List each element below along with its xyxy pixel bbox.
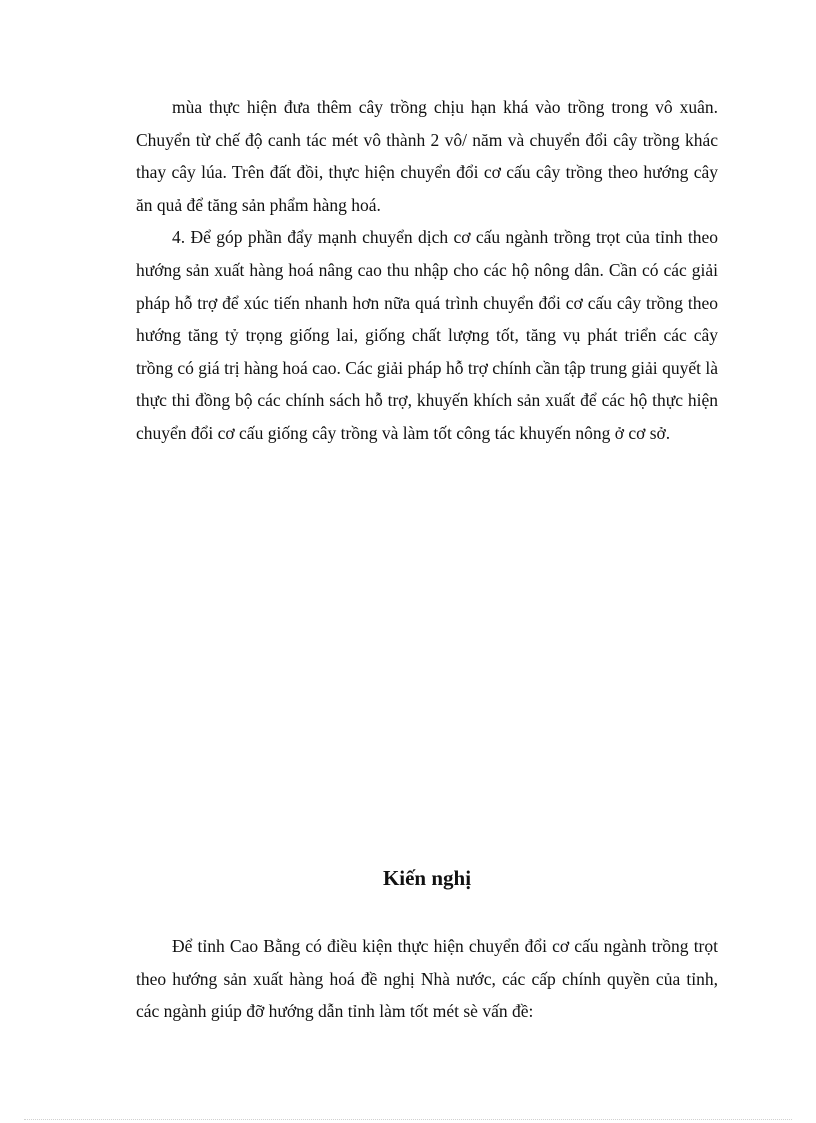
body-text-top: [136, 91, 718, 450]
continuation-paragraph: mùa thực hiện đưa thêm cây trồng chịu hạn khá vào trồng trong vô xuân. Chuyển từ chế độ canh tác mét vô thành 2 vô/ năm và chuyển đổi cây trồng khác thay cây lúa. Trên đất đồi, thực hiện chuyển đổi cơ cấu cây trồng theo hướng cây ăn quả để tăng sản phẩm hàng hoá.: [136, 97, 718, 215]
point-4-paragraph: 4. Để góp phần đẩy mạnh chuyển dịch cơ cấu ngành trồng trọt của tỉnh theo hướng sản xuất hàng hoá nâng cao thu nhập cho các hộ nông dân. Cần có các giải pháp hỗ trợ để xúc tiến nhanh hơn nữa quá trình chuyển đổi cơ cấu cây trồng theo hướng tăng tỷ trọng giống lai, giống chất lượng tốt, tăng vụ phát triển các cây trồng có giá trị hàng hoá cao. Các giải pháp hỗ trợ chính cần tập trung giải quyết là thực thi đồng bộ các chính sách hỗ trợ, khuyến khích sản xuất để các hộ thực hiện chuyển đổi cơ cấu giống cây trồng và làm tốt công tác khuyến nông ở cơ sở.: [136, 227, 718, 443]
section-heading: Kiến nghị: [382, 866, 472, 890]
body-text-bottom: [136, 930, 718, 1028]
recommendation-intro-paragraph: Để tỉnh Cao Bằng có điều kiện thực hiện chuyển đổi cơ cấu ngành trồng trọt theo hướng sản xuất hàng hoá đề nghị Nhà nước, các cấp chính quyền của tỉnh, các ngành giúp đỡ hướng dẫn tỉnh làm tốt mét sè vấn đề:: [136, 936, 718, 1022]
page-bottom-divider: [24, 1119, 792, 1120]
